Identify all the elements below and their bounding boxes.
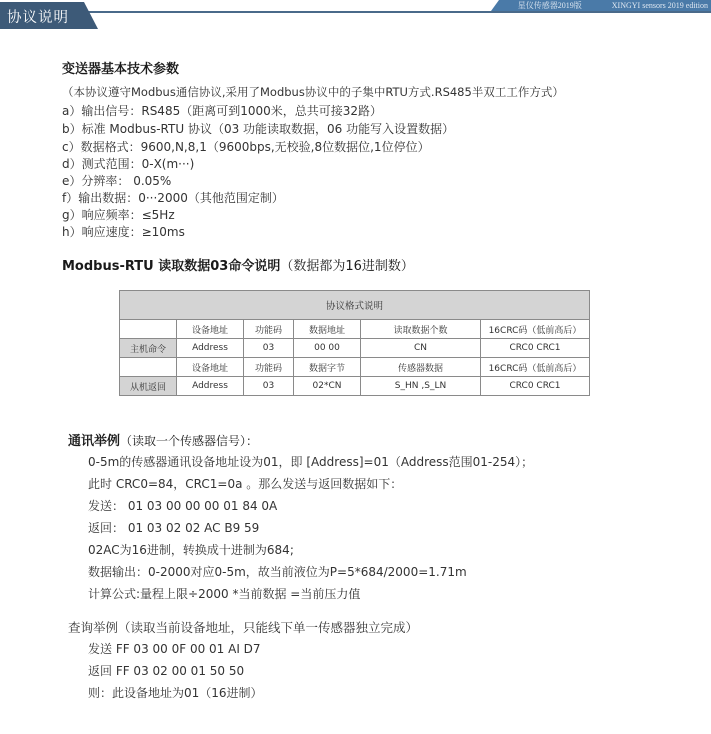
comm-line: 02AC为16进制，转换成十进制为684; <box>88 543 294 557</box>
comm-line: 此时 CRC0=84，CRC1=0a 。那么发送与返回数据如下： <box>88 477 403 491</box>
table-cell: 02*CN <box>294 377 361 396</box>
modbus-title-text: Modbus-RTU 读取数据03命令说明 <box>62 259 281 274</box>
query-line: 发送 FF 03 00 0F 00 01 AI D7 <box>88 642 261 656</box>
table-cell: CRC0 CRC1 <box>481 339 590 358</box>
query-example-title: 查询举例（读取当前设备地址，只能线下单一传感器独立完成） <box>68 620 419 635</box>
spec-item: f）输出数据：0···2000（其他范围定制） <box>62 191 284 205</box>
comm-line: 发送： 01 03 00 00 00 01 84 0A <box>88 499 278 513</box>
table-cell: Address <box>177 339 244 358</box>
table-cell: S_HN ,S_LN <box>361 377 481 396</box>
table-cell <box>120 320 177 339</box>
spec-item: d）测式范围：0-X(m···) <box>62 157 195 171</box>
table-row <box>120 339 590 358</box>
modbus-note: （数据都为16进制数） <box>280 259 414 274</box>
protocol-caption: 协议格式说明 <box>120 291 590 320</box>
brand-en: XINGYI sensors 2019 edition <box>611 1 708 10</box>
table-cell: 读取数据个数 <box>361 320 481 339</box>
table-cell: CRC0 CRC1 <box>481 377 590 396</box>
table-cell: 00 00 <box>294 339 361 358</box>
table-cell: Address <box>177 377 244 396</box>
query-line: 则：此设备地址为01（16进制） <box>88 686 263 700</box>
table-cell: 设备地址 <box>177 320 244 339</box>
table-row <box>120 358 590 377</box>
spec-item: h）响应速度：≥10ms <box>62 225 185 239</box>
header-title: 协议说明 <box>7 10 69 26</box>
table-cell: 功能码 <box>244 358 294 377</box>
comm-example-title-text: 通讯举例 <box>68 434 121 449</box>
table-cell: 功能码 <box>244 320 294 339</box>
table-cell: 数据字节 <box>294 358 361 377</box>
comm-line: 数据输出：0-2000对应0-5m，故当前液位为P=5*684/2000=1.71m <box>88 565 467 579</box>
table-cell: 数据地址 <box>294 320 361 339</box>
protocol-table <box>119 290 590 396</box>
table-cell: 03 <box>244 377 294 396</box>
table-cell: 03 <box>244 339 294 358</box>
table-cell: 传感器数据 <box>361 358 481 377</box>
table-cell <box>120 358 177 377</box>
table-cell: 16CRC码（低前高后） <box>481 320 590 339</box>
row-label-slave: 从机返回 <box>120 377 177 396</box>
spec-intro: （本协议遵守Modbus通信协议,采用了Modbus协议中的子集中RTU方式.RS485半双工工作方式） <box>62 85 564 99</box>
modbus-title <box>62 255 414 274</box>
header-rule <box>88 11 711 13</box>
comm-line: 返回： 01 03 02 02 AC B9 59 <box>88 521 260 535</box>
spec-title: 变送器基本技术参数 <box>62 62 180 77</box>
spec-item: e）分辨率： 0.05% <box>62 174 172 188</box>
query-line: 返回 FF 03 02 00 01 50 50 <box>88 664 245 678</box>
table-cell: CN <box>361 339 481 358</box>
table-cell: 16CRC码（低前高后） <box>481 358 590 377</box>
spec-item: a）输出信号：RS485（距离可到1000米，总共可接32路） <box>62 104 383 118</box>
comm-line: 0-5m的传感器通讯设备地址设为01，即 [Address]=01（Address范围01-254）； <box>88 455 534 469</box>
brand-cn: 星仪传感器2019版 <box>517 1 582 10</box>
header-brand <box>488 0 708 11</box>
row-label-master: 主机命令 <box>120 339 177 358</box>
table-row <box>120 377 590 396</box>
comm-line: 计算公式:量程上限÷2000 *当前数据 =当前压力值 <box>88 587 361 601</box>
page-header <box>0 0 711 30</box>
spec-item: b）标准 Modbus-RTU 协议（03 功能读取数据，06 功能写入设置数据） <box>62 122 455 136</box>
comm-example-note: （读取一个传感器信号）： <box>120 434 259 448</box>
table-cell: 设备地址 <box>177 358 244 377</box>
spec-item: g）响应频率：≤5Hz <box>62 208 175 222</box>
comm-example-title <box>68 430 258 449</box>
table-row <box>120 320 590 339</box>
spec-item: c）数据格式：9600,N,8,1（9600bps,无校验,8位数据位,1位停位） <box>62 140 430 154</box>
